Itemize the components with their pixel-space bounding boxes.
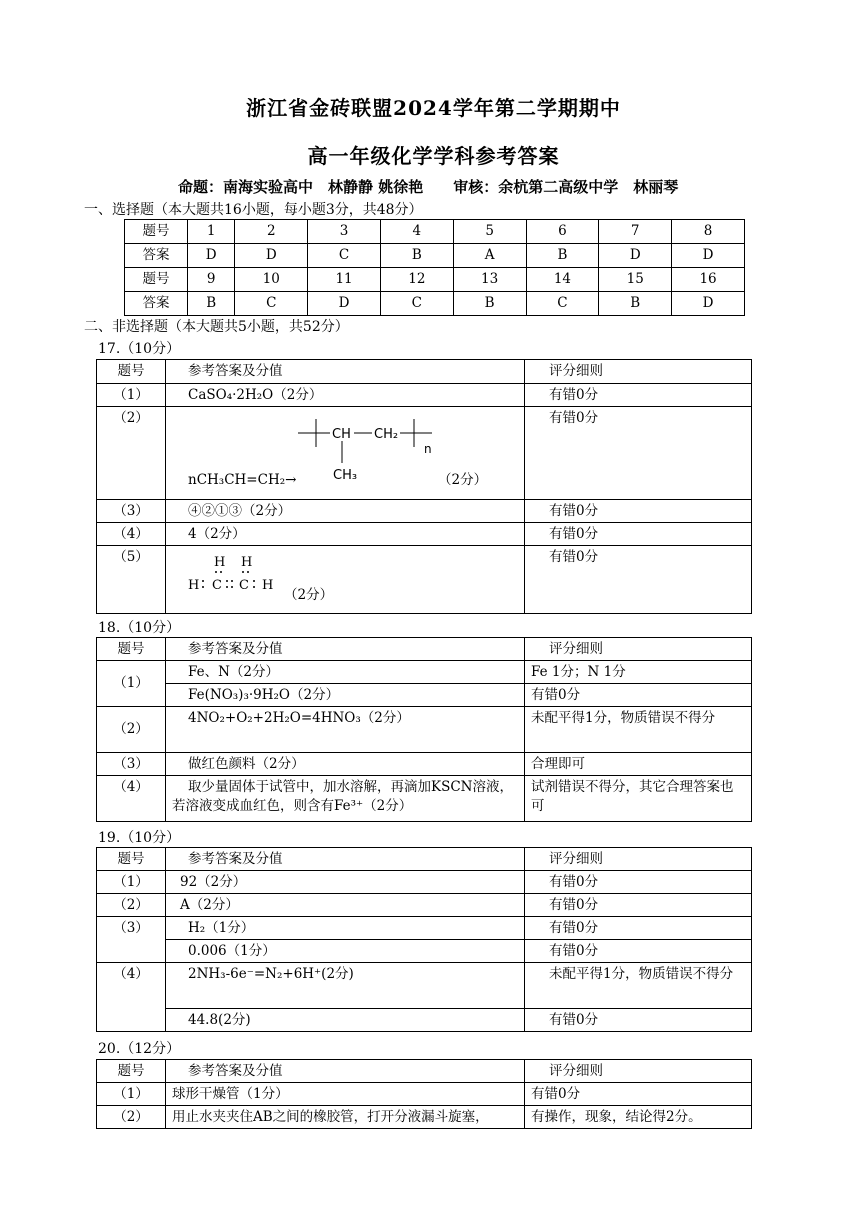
atom-h-right: H: [262, 578, 274, 593]
atom-h-top-2: H: [241, 555, 253, 570]
question-num: （1）: [97, 661, 166, 707]
header-rule: 评分细则: [525, 638, 752, 661]
row-label: 题号: [125, 268, 188, 292]
row-label: 答案: [125, 292, 188, 316]
question-num: （2）: [97, 1106, 166, 1129]
cell: D: [235, 244, 308, 268]
atom-h-top-1: H: [214, 555, 226, 570]
table-row: [97, 1083, 752, 1106]
table-row: [97, 871, 752, 894]
rule-cell: 有错0分: [525, 1009, 752, 1032]
answer-cell: 2NH₃-6e⁻=N₂+6H⁺(2分): [166, 963, 525, 1009]
cell: 9: [188, 268, 235, 292]
question-num: （2）: [97, 894, 166, 917]
header-rule: 评分细则: [525, 1060, 752, 1083]
table-row: [97, 546, 752, 614]
answer-cell: 球形干燥管（1分）: [166, 1083, 525, 1106]
cell: 2: [235, 220, 308, 244]
answer-cell: 4NO₂+O₂+2H₂O=4HNO₃（2分）: [166, 707, 525, 753]
q20-label: 20.（12分）: [98, 1041, 181, 1057]
reaction-reactant: nCH₃CH=CH₂→: [188, 472, 297, 488]
table-header-row: [97, 360, 752, 384]
table-row: [97, 523, 752, 546]
table-row: [97, 1009, 752, 1032]
rule-cell: 有错0分: [525, 500, 752, 523]
atom-c-right: C: [239, 578, 249, 593]
cell: C: [380, 292, 453, 316]
cell: A: [453, 244, 526, 268]
rule-cell: 合理即可: [525, 753, 752, 776]
question-num: （4）: [97, 523, 166, 546]
answer-cell: 92（2分）: [166, 871, 525, 894]
answer-cell: 0.006（1分）: [166, 940, 525, 963]
header-answer: 参考答案及分值: [166, 638, 525, 661]
answer-cell: Fe、N（2分）: [166, 661, 525, 684]
rule-cell: 有错0分: [525, 940, 752, 963]
answer-cell: H₂（1分）: [166, 917, 525, 940]
row-label: 答案: [125, 244, 188, 268]
rule-cell: 有错0分: [525, 917, 752, 940]
answer-cell: 4（2分）: [166, 523, 525, 546]
rule-cell: 有错0分: [525, 684, 752, 707]
cell: 5: [453, 220, 526, 244]
rule-cell: 有错0分: [525, 894, 752, 917]
cell: 14: [526, 268, 599, 292]
answer-cell: A（2分）: [166, 894, 525, 917]
cell: 13: [453, 268, 526, 292]
table-row: [125, 292, 745, 316]
question-num: （3）: [97, 917, 166, 963]
atom-h-left: H: [188, 578, 200, 593]
answer-cell: CaSO₄·2H₂O（2分）: [166, 384, 525, 407]
header-num: 题号: [97, 360, 166, 384]
rule-cell: 未配平得1分，物质错误不得分: [525, 963, 752, 1009]
cell: 7: [599, 220, 672, 244]
cell: B: [380, 244, 453, 268]
rule-cell: 有操作，现象，结论得2分。: [525, 1106, 752, 1129]
cell: 4: [380, 220, 453, 244]
header-answer: 参考答案及分值: [166, 1060, 525, 1083]
table-row: [125, 244, 745, 268]
rule-cell: 有错0分: [525, 546, 752, 614]
table-row: [97, 661, 752, 684]
cell: 10: [235, 268, 308, 292]
cell: 12: [380, 268, 453, 292]
table-row: [125, 220, 745, 244]
cell: B: [526, 244, 599, 268]
question-num: （4）: [97, 776, 166, 822]
question-num: （4）: [97, 963, 166, 1032]
table-row: [97, 894, 752, 917]
rule-cell: 有错0分: [525, 523, 752, 546]
cell: D: [599, 244, 672, 268]
document-subtitle: 高一年级化学学科参考答案: [307, 144, 560, 168]
table-row: [97, 684, 752, 707]
header-answer: 参考答案及分值: [166, 360, 525, 384]
answer-cell: Fe(NO₃)₃·9H₂O（2分）: [166, 684, 525, 707]
cell: B: [453, 292, 526, 316]
table-row: [97, 500, 752, 523]
answer-cell: 取少量固体于试管中，加水溶解，再滴加KSCN溶液，若溶液变成血红色，则含有Fe³⁺（2分）: [166, 776, 525, 822]
question-num: （5）: [97, 546, 166, 614]
cell: 6: [526, 220, 599, 244]
header-num: 题号: [97, 638, 166, 661]
cell: B: [599, 292, 672, 316]
answer-cell: 做红色颜料（2分）: [166, 753, 525, 776]
question-num: （3）: [97, 753, 166, 776]
cell: D: [672, 244, 745, 268]
table-row: [97, 407, 752, 500]
rule-cell: 有错0分: [525, 384, 752, 407]
question-num: （2）: [97, 707, 166, 753]
document-title: 浙江省金砖联盟2024学年第二学期期中: [246, 96, 621, 120]
q19-label: 19.（10分）: [98, 830, 181, 846]
atom-c-left: C: [212, 578, 222, 593]
table-header-row: [97, 848, 752, 871]
ethylene-electron-formula: [166, 546, 386, 613]
cell: 15: [599, 268, 672, 292]
cell: C: [526, 292, 599, 316]
section2-heading: 二、非选择题（本大题共5小题，共52分）: [84, 319, 349, 335]
table-row: [97, 776, 752, 822]
cell: 1: [188, 220, 235, 244]
table-row: [125, 268, 745, 292]
score: （2分）: [438, 472, 488, 488]
rule-cell: 有错0分: [525, 871, 752, 894]
q20-table: [96, 1059, 752, 1129]
answer-cell: 44.8(2分): [166, 1009, 525, 1032]
rule-cell: 有错0分: [525, 1083, 752, 1106]
answer-cell: 用止水夹夹住AB之间的橡胶管，打开分液漏斗旋塞，: [166, 1106, 525, 1129]
cell: D: [308, 292, 381, 316]
rule-cell: 有错0分: [525, 407, 752, 500]
answer-cell: [166, 546, 525, 614]
header-num: 题号: [97, 1060, 166, 1083]
score: （2分）: [284, 587, 334, 603]
question-num: （2）: [97, 407, 166, 500]
q17-label: 17.（10分）: [98, 341, 181, 357]
question-num: （1）: [97, 384, 166, 407]
table-header-row: [97, 638, 752, 661]
q19-table: [96, 847, 752, 1032]
answer-cell: ④②①③（2分）: [166, 500, 525, 523]
poly-ch: CH: [332, 427, 351, 442]
row-label: 题号: [125, 220, 188, 244]
cell: B: [188, 292, 235, 316]
question-num: （1）: [97, 1083, 166, 1106]
rule-cell: 未配平得1分，物质错误不得分: [525, 707, 752, 753]
cell: D: [188, 244, 235, 268]
header-answer: 参考答案及分值: [166, 848, 525, 871]
cell: C: [235, 292, 308, 316]
question-num: （1）: [97, 871, 166, 894]
header-rule: 评分细则: [525, 360, 752, 384]
cell: D: [672, 292, 745, 316]
rule-cell: Fe 1分；N 1分: [525, 661, 752, 684]
q18-table: [96, 637, 752, 822]
table-row: [97, 384, 752, 407]
poly-ch2: CH₂: [374, 427, 399, 442]
authors-line: 命题：南海实验高中 林静静 姚徐艳 审核：余杭第二高级中学 林丽琴: [178, 178, 679, 196]
table-header-row: [97, 1060, 752, 1083]
answer-cell: [166, 407, 525, 500]
table-row: [97, 1106, 752, 1129]
table-row: [97, 940, 752, 963]
table-row: [97, 707, 752, 753]
cell: 11: [308, 268, 381, 292]
cell: C: [308, 244, 381, 268]
table-row: [97, 753, 752, 776]
cell: 16: [672, 268, 745, 292]
rule-cell: 试剂错误不得分，其它合理答案也可: [525, 776, 752, 822]
table-row: [97, 917, 752, 940]
q17-table: [96, 359, 752, 614]
header-rule: 评分细则: [525, 848, 752, 871]
cell: 8: [672, 220, 745, 244]
cell: 3: [308, 220, 381, 244]
question-num: （3）: [97, 500, 166, 523]
q18-label: 18.（10分）: [98, 620, 181, 636]
table-row: [97, 963, 752, 1009]
poly-n: n: [424, 442, 432, 456]
header-num: 题号: [97, 848, 166, 871]
section1-heading: 一、选择题（本大题共16小题，每小题3分，共48分）: [84, 202, 423, 218]
choice-answer-table: [124, 219, 745, 316]
poly-ch3: CH₃: [333, 468, 358, 483]
